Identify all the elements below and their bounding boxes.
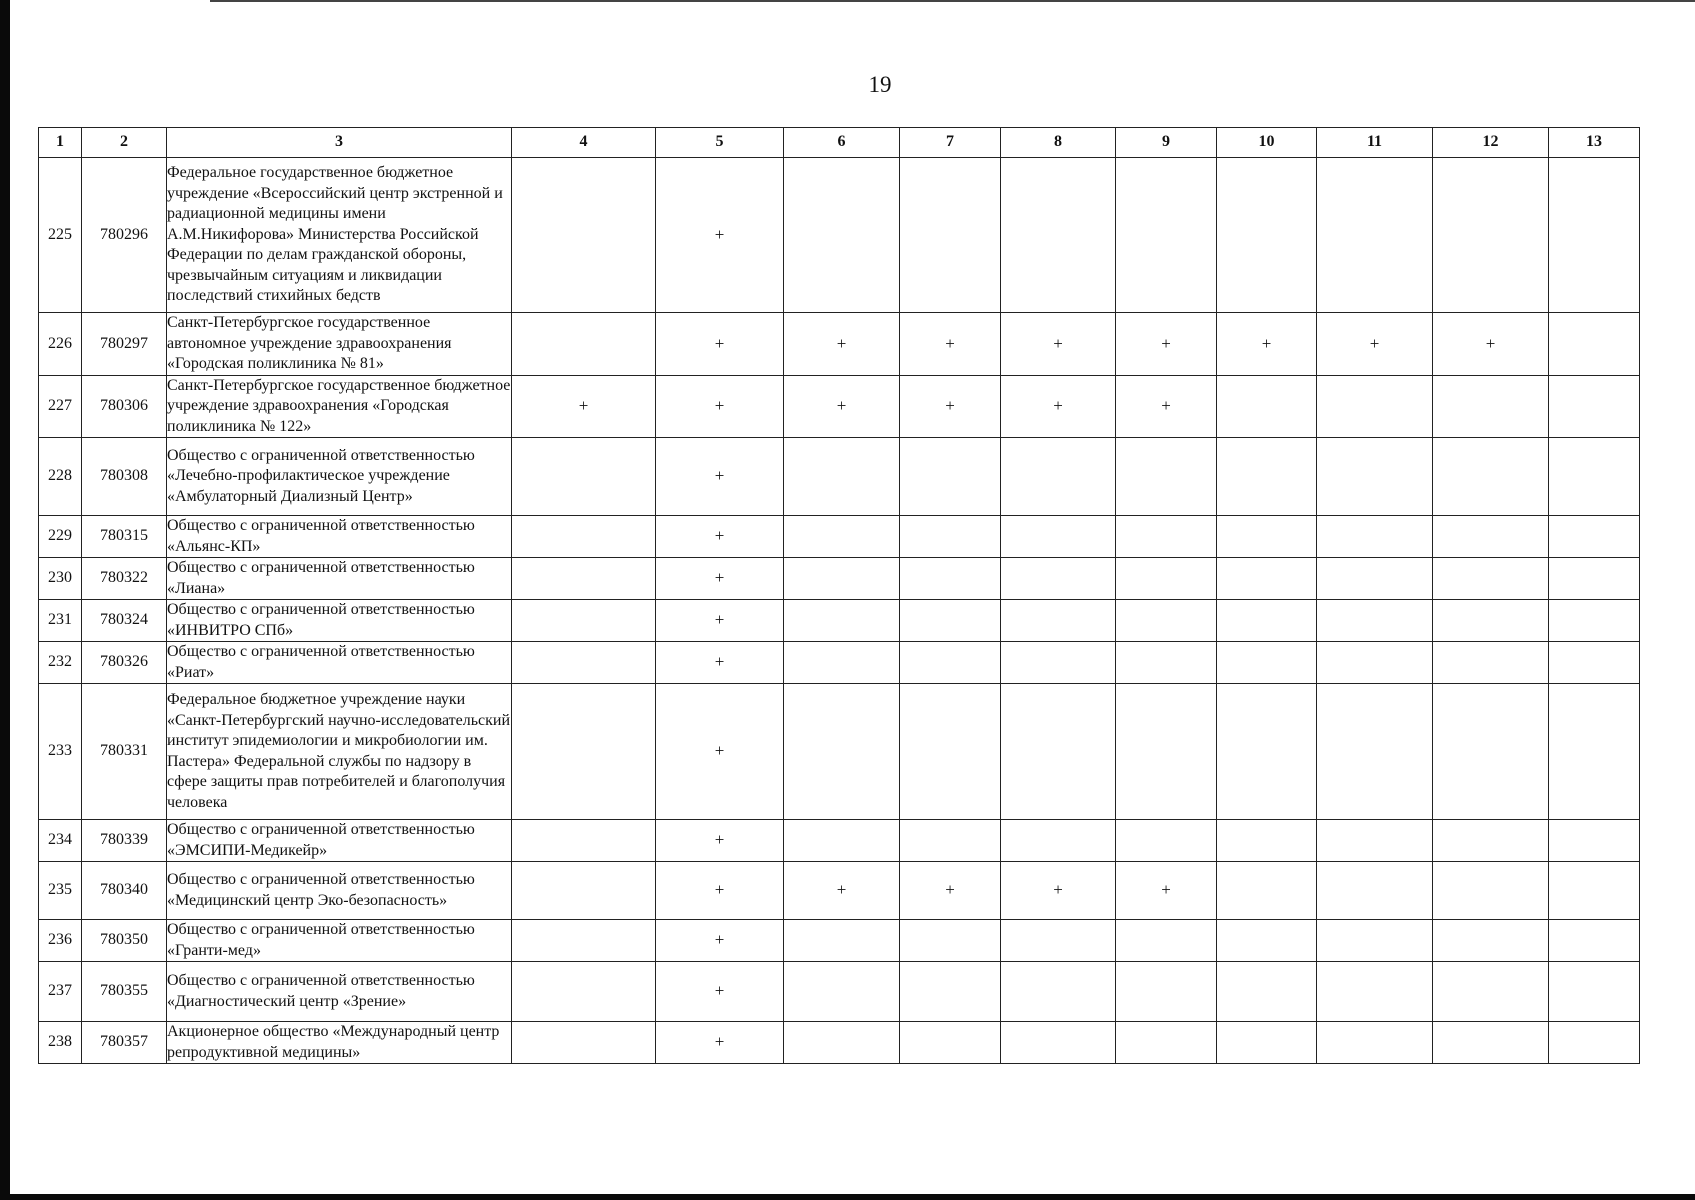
organization-name: Общество с ограниченной ответственностью «Лечебно-профилактическое учреждение «Амбулаторный Диализный Центр» xyxy=(167,438,512,516)
mark-cell xyxy=(1317,642,1433,684)
organization-name: Общество с ограниченной ответственностью «Медицинский центр Эко-безопасность» xyxy=(167,862,512,920)
mark-cell: + xyxy=(784,313,900,376)
row-number: 236 xyxy=(39,920,82,962)
mark-cell xyxy=(1433,684,1549,820)
mark-cell xyxy=(1116,600,1217,642)
mark-cell: + xyxy=(656,684,784,820)
mark-cell: + xyxy=(900,313,1001,376)
table-row xyxy=(39,158,1640,313)
organization-name: Общество с ограниченной ответственностью «ИНВИТРО СПб» xyxy=(167,600,512,642)
mark-cell xyxy=(1001,516,1116,558)
mark-cell xyxy=(1217,1022,1317,1064)
scan-edge-top xyxy=(210,0,1695,2)
mark-cell xyxy=(1217,158,1317,313)
registry-code: 780315 xyxy=(82,516,167,558)
table-row xyxy=(39,862,1640,920)
table-row xyxy=(39,375,1640,438)
row-number: 237 xyxy=(39,962,82,1022)
mark-cell xyxy=(784,600,900,642)
registry-code: 780322 xyxy=(82,558,167,600)
mark-cell xyxy=(900,684,1001,820)
mark-cell xyxy=(1317,516,1433,558)
mark-cell xyxy=(1217,962,1317,1022)
column-header: 1 xyxy=(39,128,82,158)
mark-cell: + xyxy=(656,516,784,558)
mark-cell xyxy=(1116,438,1217,516)
scan-edge-left xyxy=(0,0,10,1200)
mark-cell xyxy=(1549,962,1640,1022)
mark-cell xyxy=(1001,642,1116,684)
mark-cell xyxy=(1549,920,1640,962)
mark-cell xyxy=(512,684,656,820)
mark-cell xyxy=(1001,920,1116,962)
mark-cell xyxy=(784,1022,900,1064)
row-number: 233 xyxy=(39,684,82,820)
organization-name: Акционерное общество «Международный центр репродуктивной медицины» xyxy=(167,1022,512,1064)
column-header: 5 xyxy=(656,128,784,158)
mark-cell xyxy=(1433,862,1549,920)
mark-cell xyxy=(1433,820,1549,862)
table-row xyxy=(39,920,1640,962)
mark-cell xyxy=(1317,920,1433,962)
mark-cell xyxy=(784,820,900,862)
mark-cell xyxy=(1549,558,1640,600)
mark-cell xyxy=(1317,158,1433,313)
column-header: 3 xyxy=(167,128,512,158)
row-number: 232 xyxy=(39,642,82,684)
mark-cell: + xyxy=(1217,313,1317,376)
mark-cell: + xyxy=(512,375,656,438)
row-number: 228 xyxy=(39,438,82,516)
mark-cell xyxy=(900,516,1001,558)
mark-cell xyxy=(512,862,656,920)
mark-cell xyxy=(1217,862,1317,920)
mark-cell: + xyxy=(656,862,784,920)
mark-cell xyxy=(1116,920,1217,962)
mark-cell xyxy=(512,158,656,313)
mark-cell: + xyxy=(656,920,784,962)
mark-cell: + xyxy=(1001,375,1116,438)
mark-cell xyxy=(1433,600,1549,642)
registry-code: 780324 xyxy=(82,600,167,642)
column-header: 11 xyxy=(1317,128,1433,158)
mark-cell xyxy=(1116,158,1217,313)
mark-cell xyxy=(1317,820,1433,862)
organization-name: Федеральное государственное бюджетное учреждение «Всероссийский центр экстренной и радиационной медицины имени А.М.Никифорова» Министерства Российской Федерации по делам гражданской обороны, чрезвычайным ситуациям и ликвидации последствий стихийных бедств xyxy=(167,158,512,313)
row-number: 230 xyxy=(39,558,82,600)
mark-cell xyxy=(1217,920,1317,962)
mark-cell xyxy=(784,642,900,684)
table-row xyxy=(39,313,1640,376)
mark-cell xyxy=(1433,375,1549,438)
mark-cell: + xyxy=(1317,313,1433,376)
mark-cell xyxy=(1001,158,1116,313)
mark-cell xyxy=(1433,1022,1549,1064)
header-row xyxy=(39,128,1640,158)
mark-cell xyxy=(1116,820,1217,862)
mark-cell xyxy=(900,158,1001,313)
registry-code: 780297 xyxy=(82,313,167,376)
mark-cell xyxy=(1317,558,1433,600)
mark-cell xyxy=(900,558,1001,600)
mark-cell xyxy=(1116,558,1217,600)
mark-cell xyxy=(1001,820,1116,862)
column-header: 13 xyxy=(1549,128,1640,158)
mark-cell xyxy=(784,558,900,600)
table-row xyxy=(39,558,1640,600)
mark-cell xyxy=(512,600,656,642)
mark-cell xyxy=(1217,820,1317,862)
registry-code: 780357 xyxy=(82,1022,167,1064)
registry-code: 780326 xyxy=(82,642,167,684)
mark-cell xyxy=(1217,516,1317,558)
mark-cell xyxy=(1433,962,1549,1022)
organization-name: Общество с ограниченной ответственностью «Альянс-КП» xyxy=(167,516,512,558)
mark-cell xyxy=(1116,516,1217,558)
registry-table xyxy=(38,127,1640,1064)
mark-cell xyxy=(1317,962,1433,1022)
mark-cell xyxy=(900,600,1001,642)
mark-cell xyxy=(1317,375,1433,438)
mark-cell: + xyxy=(656,375,784,438)
mark-cell xyxy=(512,558,656,600)
mark-cell xyxy=(784,158,900,313)
registry-code: 780350 xyxy=(82,920,167,962)
mark-cell xyxy=(1549,375,1640,438)
mark-cell: + xyxy=(1001,862,1116,920)
organization-name: Общество с ограниченной ответственностью «Диагностический центр «Зрение» xyxy=(167,962,512,1022)
mark-cell: + xyxy=(1116,313,1217,376)
registry-body xyxy=(39,158,1640,1064)
mark-cell xyxy=(512,438,656,516)
mark-cell: + xyxy=(656,1022,784,1064)
mark-cell xyxy=(900,962,1001,1022)
mark-cell xyxy=(1549,684,1640,820)
registry-code: 780355 xyxy=(82,962,167,1022)
table-row xyxy=(39,684,1640,820)
mark-cell xyxy=(784,920,900,962)
row-number: 235 xyxy=(39,862,82,920)
row-number: 225 xyxy=(39,158,82,313)
mark-cell xyxy=(1317,438,1433,516)
mark-cell xyxy=(1001,438,1116,516)
mark-cell xyxy=(1549,516,1640,558)
mark-cell xyxy=(1317,862,1433,920)
mark-cell xyxy=(900,438,1001,516)
mark-cell xyxy=(1217,684,1317,820)
row-number: 226 xyxy=(39,313,82,376)
organization-name: Санкт-Петербургское государственное бюджетное учреждение здравоохранения «Городская поликлиника № 122» xyxy=(167,375,512,438)
row-number: 227 xyxy=(39,375,82,438)
mark-cell: + xyxy=(656,158,784,313)
mark-cell: + xyxy=(656,313,784,376)
mark-cell xyxy=(512,313,656,376)
mark-cell xyxy=(512,820,656,862)
organization-name: Федеральное бюджетное учреждение науки «Санкт-Петербургский научно-исследовательский институт эпидемиологии и микробиологии им. Пастера» Федеральной службы по надзору в сфере защиты прав потребителей и благополучия человека xyxy=(167,684,512,820)
mark-cell xyxy=(512,920,656,962)
mark-cell: + xyxy=(656,438,784,516)
mark-cell xyxy=(900,820,1001,862)
mark-cell: + xyxy=(900,862,1001,920)
mark-cell xyxy=(1116,684,1217,820)
mark-cell xyxy=(1116,1022,1217,1064)
mark-cell: + xyxy=(1116,375,1217,438)
mark-cell xyxy=(784,516,900,558)
mark-cell xyxy=(512,962,656,1022)
table-row xyxy=(39,1022,1640,1064)
mark-cell xyxy=(1433,642,1549,684)
mark-cell xyxy=(1001,684,1116,820)
mark-cell xyxy=(1116,642,1217,684)
mark-cell xyxy=(1317,1022,1433,1064)
mark-cell xyxy=(900,642,1001,684)
mark-cell xyxy=(1549,820,1640,862)
mark-cell xyxy=(512,642,656,684)
mark-cell: + xyxy=(1433,313,1549,376)
table-row xyxy=(39,438,1640,516)
mark-cell xyxy=(1217,375,1317,438)
registry-code: 780306 xyxy=(82,375,167,438)
mark-cell xyxy=(1549,642,1640,684)
column-header: 7 xyxy=(900,128,1001,158)
mark-cell xyxy=(1001,1022,1116,1064)
mark-cell xyxy=(512,1022,656,1064)
mark-cell xyxy=(784,438,900,516)
organization-name: Общество с ограниченной ответственностью «Риат» xyxy=(167,642,512,684)
column-header: 9 xyxy=(1116,128,1217,158)
registry-code: 780340 xyxy=(82,862,167,920)
mark-cell xyxy=(512,516,656,558)
column-header: 12 xyxy=(1433,128,1549,158)
organization-name: Санкт-Петербургское государственное автономное учреждение здравоохранения «Городская поликлиника № 81» xyxy=(167,313,512,376)
mark-cell: + xyxy=(784,375,900,438)
mark-cell xyxy=(1549,862,1640,920)
mark-cell: + xyxy=(656,642,784,684)
mark-cell xyxy=(1001,558,1116,600)
mark-cell: + xyxy=(1116,862,1217,920)
mark-cell xyxy=(1549,313,1640,376)
column-header: 6 xyxy=(784,128,900,158)
mark-cell xyxy=(784,684,900,820)
mark-cell xyxy=(1433,558,1549,600)
mark-cell: + xyxy=(900,375,1001,438)
organization-name: Общество с ограниченной ответственностью «ЭМСИПИ-Медикейр» xyxy=(167,820,512,862)
column-header: 2 xyxy=(82,128,167,158)
table-row xyxy=(39,516,1640,558)
mark-cell xyxy=(1217,600,1317,642)
row-number: 229 xyxy=(39,516,82,558)
mark-cell: + xyxy=(656,962,784,1022)
table-row xyxy=(39,600,1640,642)
registry-code: 780308 xyxy=(82,438,167,516)
mark-cell xyxy=(1549,1022,1640,1064)
scan-edge-bottom xyxy=(0,1194,1695,1200)
mark-cell xyxy=(1317,600,1433,642)
registry-code: 780339 xyxy=(82,820,167,862)
mark-cell: + xyxy=(1001,313,1116,376)
mark-cell: + xyxy=(656,600,784,642)
mark-cell: + xyxy=(656,820,784,862)
table-row xyxy=(39,820,1640,862)
mark-cell xyxy=(1433,158,1549,313)
row-number: 234 xyxy=(39,820,82,862)
mark-cell xyxy=(784,962,900,1022)
row-number: 231 xyxy=(39,600,82,642)
mark-cell xyxy=(1217,642,1317,684)
mark-cell xyxy=(1549,600,1640,642)
table-row xyxy=(39,962,1640,1022)
organization-name: Общество с ограниченной ответственностью «Гранти-мед» xyxy=(167,920,512,962)
table-row xyxy=(39,642,1640,684)
mark-cell xyxy=(1217,438,1317,516)
mark-cell xyxy=(1433,920,1549,962)
mark-cell xyxy=(1549,158,1640,313)
mark-cell xyxy=(1433,516,1549,558)
mark-cell xyxy=(1217,558,1317,600)
mark-cell xyxy=(1433,438,1549,516)
registry-code: 780296 xyxy=(82,158,167,313)
mark-cell xyxy=(900,1022,1001,1064)
mark-cell xyxy=(1116,962,1217,1022)
registry-code: 780331 xyxy=(82,684,167,820)
mark-cell xyxy=(1317,684,1433,820)
row-number: 238 xyxy=(39,1022,82,1064)
mark-cell xyxy=(900,920,1001,962)
column-header: 4 xyxy=(512,128,656,158)
mark-cell: + xyxy=(656,558,784,600)
mark-cell: + xyxy=(784,862,900,920)
organization-name: Общество с ограниченной ответственностью «Лиана» xyxy=(167,558,512,600)
column-header: 8 xyxy=(1001,128,1116,158)
mark-cell xyxy=(1001,600,1116,642)
mark-cell xyxy=(1001,962,1116,1022)
mark-cell xyxy=(1549,438,1640,516)
column-header: 10 xyxy=(1217,128,1317,158)
page-number: 19 xyxy=(868,72,892,97)
